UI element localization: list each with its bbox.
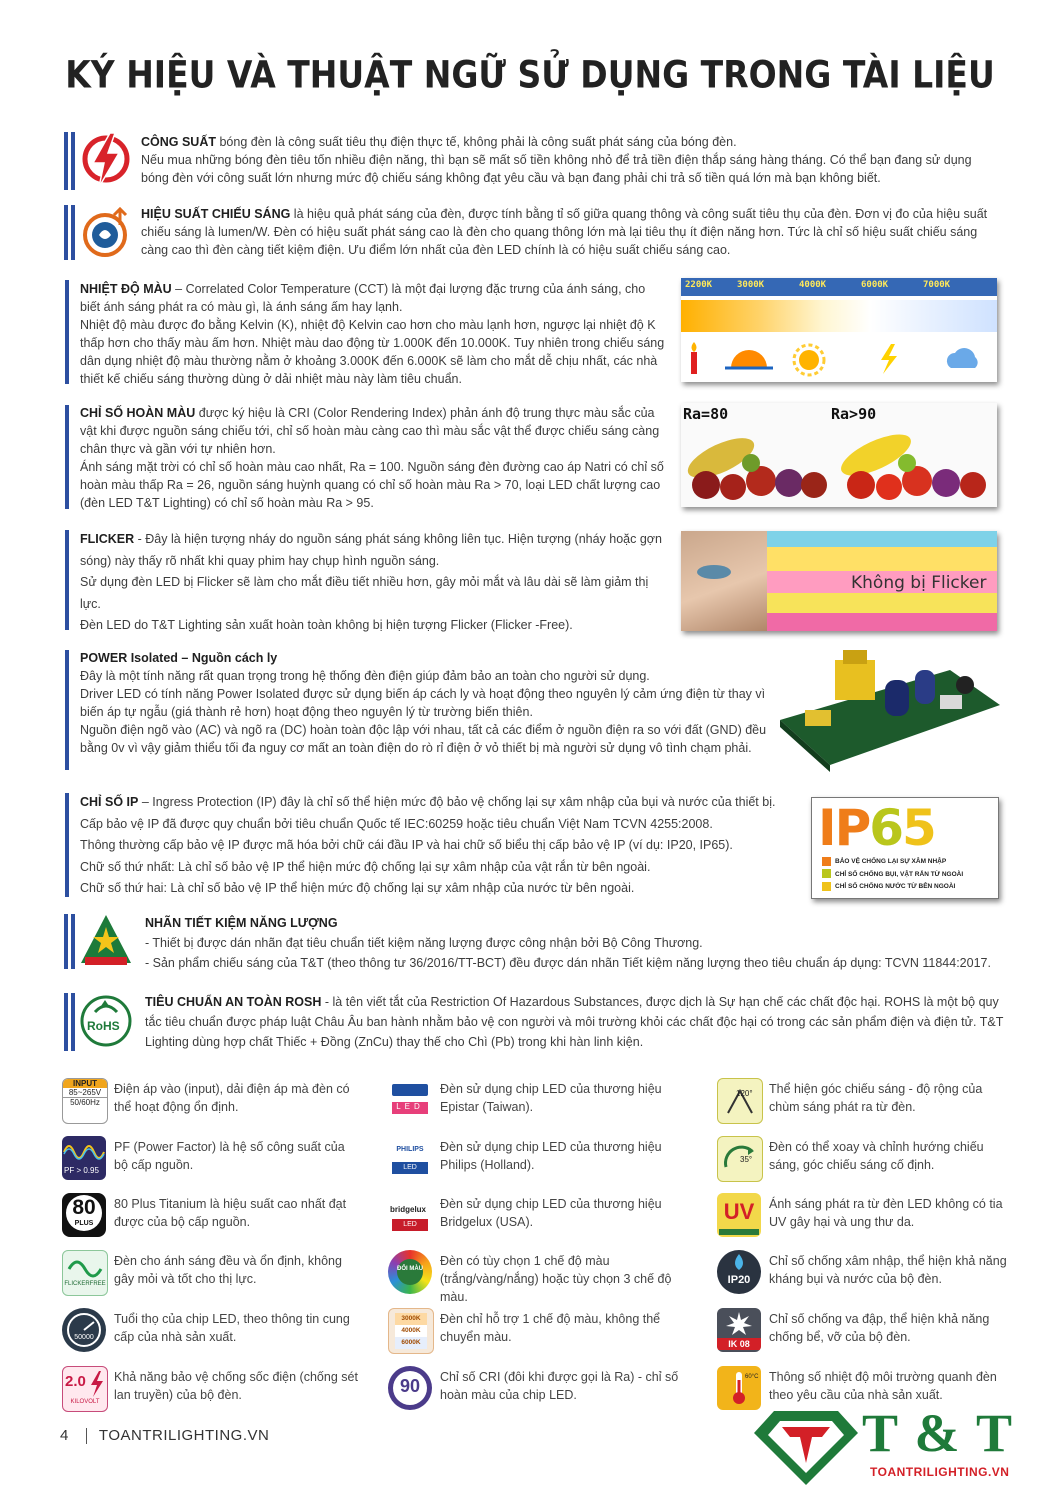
footer-website[interactable]: TOANTRILIGHTING.VN xyxy=(98,1427,270,1444)
ip65-digit-5: 5 xyxy=(902,799,935,857)
ip-line1: – Ingress Protection (IP) đây là chỉ số thể hiện mức độ bảo vệ chống lại sự xâm nhập của bụi và nước của thiết bị. xyxy=(138,795,776,809)
input-voltage-icon xyxy=(62,1078,108,1124)
flicker-free-icon-label: FLICKERFREE xyxy=(64,1281,106,1287)
power-line1: bóng đèn là công suất tiêu thụ điện thực tế, không phải là công suất phát sáng của bóng đèn. xyxy=(216,135,737,149)
ip20-icon xyxy=(717,1250,761,1294)
tt-logo-mark xyxy=(752,1405,860,1487)
legend-text: Đèn sử dụng chip LED của thương hiệu Epistar (Taiwan). xyxy=(440,1082,662,1114)
legend-item xyxy=(717,1136,1017,1186)
isolated-line1: Đây là một tính năng rất quan trọng trong hệ thống đèn điện giúp đảm bảo an toàn cho người sử dụng. xyxy=(80,669,650,683)
rotate-angle-icon xyxy=(717,1136,763,1182)
legend-item xyxy=(62,1078,362,1128)
legend-text: Thể hiện góc chiếu sáng - độ rộng của chùm sáng phát ra từ đèn. xyxy=(769,1082,983,1114)
legend-item xyxy=(62,1136,362,1186)
legend-text: Đèn cho ánh sáng đều và ổn định, không gây mỏi và tốt cho thị lực. xyxy=(114,1254,342,1286)
tt-logo-url[interactable]: TOANTRILIGHTING.VN xyxy=(870,1465,1010,1479)
section-marker xyxy=(65,793,69,897)
legend-item xyxy=(388,1078,688,1128)
legend-text: Tuổi thọ của chip LED, theo thông tin cung cấp của nhà sản xuất. xyxy=(114,1312,350,1344)
legend-item xyxy=(62,1308,362,1358)
cri90-icon xyxy=(388,1366,432,1410)
input-voltage-icon-label: INPUT xyxy=(63,1079,107,1088)
single-color-icon-4000k: 4000K xyxy=(395,1325,427,1337)
cri-fruit-image xyxy=(681,403,997,507)
isolated-line2: Driver LED có tính năng Power Isolated được sử dụng biến áp cách ly và hoạt động theo nguyên lý cảm ứng điện từ thay vì biến áp tự ngẫu (giá thành rẻ hơn) hoạt động theo nguyên lý từ trường biến thiên. xyxy=(80,687,766,719)
legend-item xyxy=(388,1193,688,1243)
flicker-term: FLICKER xyxy=(80,532,135,546)
ip-line5: Chữ số thứ hai: Là chỉ số bảo vệ IP thể hiện mức độ chống lại sự xâm nhập của nước từ bên ngoài. xyxy=(80,881,635,895)
ip-line3: Thông thường cấp bảo vệ IP được mã hóa bởi chữ cái đầu IP và hai chữ số biểu thị cấp bảo vệ IP (ví dụ: IP20, IP65). xyxy=(80,838,733,852)
ip-paragraph xyxy=(80,792,800,900)
cri-line1: được ký hiệu là CRI (Color Rendering Index) phản ánh độ trung thực màu sắc của vật khi được nguồn sáng chiếu tới, chỉ số hoàn màu càng cao thì màu sắc vật thể được chiếu sáng càng chân thực và gần với tự nhiên hơn. xyxy=(80,406,660,456)
page-number: 4 xyxy=(60,1427,69,1444)
cct-line2: Nhiệt độ màu được đo bằng Kelvin (K), nhiệt độ Kelvin cao hơn cho màu lạnh hơn, ngược lại nhiệt độ K thấp hơn cho thấy màu ấm hơn. Nhiệt màu dao động từ 1.000K đến 10.000K. Tuy nhiên trong chiếu sáng dân dụng nhiệt độ màu thường nằm ở khoảng 3.000K đến 6.000K sẽ làm cho mắt dễ chịu nhất, các nhà thiết kế chiếu sáng thường dùng ở dải nhiệt màu này làm tiêu chuẩn. xyxy=(80,318,665,386)
efficacy-paragraph xyxy=(141,205,1001,259)
legend-item xyxy=(62,1250,362,1300)
lifetime-icon xyxy=(62,1308,106,1352)
legend-item xyxy=(62,1193,362,1243)
ip65-legend-1: BẢO VỆ CHỐNG LẠI SỰ XÂM NHẬP xyxy=(835,858,947,865)
cct-scale-image xyxy=(681,278,997,382)
isolated-term: POWER Isolated – Nguồn cách ly xyxy=(80,651,278,665)
efficacy-icon xyxy=(80,203,132,261)
bridgelux-chip-icon-brand: bridgelux xyxy=(390,1205,427,1214)
section-marker xyxy=(64,993,76,1051)
temperature-icon xyxy=(717,1366,761,1410)
legend-item xyxy=(388,1250,688,1304)
isolated-line3: Nguồn điện ngõ vào (AC) và ngõ ra (DC) hoàn toàn độc lập với nhau, tất cả các điểm ở nguồn điện ra so với đất (GND) đều bằng 0v vì vậy giảm thiểu tối đa nguy cơ mất an toàn điện do rò rỉ điện ở vỏ thiết bị mà người sử dụng vô tình chạm phải. xyxy=(80,723,767,755)
legend-text: PF (Power Factor) là hệ số công suất của bộ cấp nguồn. xyxy=(114,1140,345,1172)
page-title: KÝ HIỆU VÀ THUẬT NGỮ SỬ DỤNG TRONG TÀI LIỆU xyxy=(65,52,995,97)
driver-board-image xyxy=(775,640,1005,775)
flicker-line2: Sử dụng đèn LED bị Flicker sẽ làm cho mắt điều tiết nhiều hơn, gây mỏi mắt và lâu dài sẽ làm giảm thị lực. xyxy=(80,575,649,611)
beam-angle-icon xyxy=(717,1078,763,1124)
power-icon xyxy=(79,125,133,193)
legend-text: Khả năng bảo vệ chống sốc điện (chống sét lan truyền) của bộ đèn. xyxy=(114,1370,358,1402)
rohs-term: TIÊU CHUẨN AN TOÀN ROSH xyxy=(145,995,322,1009)
rohs-text: - là tên viết tắt của Restriction Of Hazardous Substances, được dịch là Sự hạn chế các chất độc hại. ROHS là một bộ quy tắc tiêu chuẩn được pháp luật Châu Âu ban hành nhằm bảo vệ con người và môi trường khỏi các chất độc hại có trong các sản phẩm điện và điện tử. T&T Lighting dùng hợp chất Thiếc + Đồng (ZnCu) thay thế cho Chì (Pb) trong khi hàn linh kiện. xyxy=(145,995,1004,1049)
surge-protection-icon xyxy=(62,1366,108,1412)
legend-item xyxy=(717,1193,1017,1243)
no-uv-icon xyxy=(717,1193,761,1237)
efficacy-text: là hiệu quả phát sáng của đèn, được tính bằng tỉ số giữa quang thông và công suất tiêu thụ của đèn. Đơn vị đo của hiệu suất chiếu sáng là lumen/W. Đèn có hiệu suất phát sáng cao là đèn cho quang thông lớn mà lại tiêu thụ ít điện năng hơn. Tức là chỉ số hiệu suất chiếu sáng càng cao thì đèn càng tiết kiệm điện. Ưu điểm lớn nhất của đèn LED chính là có hiệu suất chiếu sáng cao. xyxy=(141,207,988,257)
energy-line1: - Thiết bị được dán nhãn đạt tiêu chuẩn tiết kiệm năng lượng được công nhận bởi Bộ Công Thương. xyxy=(145,936,703,950)
cri-label-a: Ra=80 xyxy=(683,405,729,423)
legend-text: Đèn có thể xoay và chỉnh hướng chiếu sáng, góc chiếu sáng cố định. xyxy=(769,1140,984,1172)
ik08-icon-label: IK 08 xyxy=(717,1338,761,1350)
input-voltage-icon-freq: 50/60Hz xyxy=(70,1098,100,1107)
ip-term: CHỈ SỐ IP xyxy=(80,795,139,809)
power-factor-icon-label: PF > 0.95 xyxy=(64,1166,99,1175)
legend-text: 80 Plus Titanium là hiệu suất cao nhất đạt được của bộ cấp nguồn. xyxy=(114,1197,347,1229)
cct-label-2: 3000K xyxy=(737,280,765,290)
surge-protection-icon-value: 2.0 xyxy=(65,1373,86,1390)
color-mode-icon xyxy=(388,1250,432,1294)
power-paragraph xyxy=(141,133,1001,187)
cct-label-4: 6000K xyxy=(861,280,889,290)
cct-line1: – Correlated Color Temperature (CCT) là một đại lượng đặc trưng của ánh sáng, cho biết ánh sáng phát ra có màu gì, là ánh sáng ấm hay lạnh. xyxy=(80,282,646,314)
section-marker xyxy=(65,280,69,384)
single-color-icon-3000k: 3000K xyxy=(395,1313,427,1325)
flicker-image-label: Không bị Flicker xyxy=(851,573,987,593)
cri-paragraph xyxy=(80,404,665,512)
flicker-line3: Đèn LED do T&T Lighting sản xuất hoàn toàn không bị hiện tượng Flicker (Flicker -Free). xyxy=(80,618,573,632)
epistar-chip-icon-label: LED xyxy=(392,1102,428,1114)
temperature-icon-value: 60°C xyxy=(745,1374,759,1380)
color-mode-icon-label: ĐỔI MÀU xyxy=(397,1266,423,1272)
section-marker xyxy=(64,914,76,969)
flicker-paragraph xyxy=(80,529,665,637)
cri-line2: Ánh sáng mặt trời có chỉ số hoàn màu cao nhất, Ra = 100. Nguồn sáng đèn đường cao áp Natri có chỉ số hoàn màu thấp Ra = 26, nguồn sáng huỳnh quang có chỉ số hoàn màu Ra > 70, loại LED chất lượng cao (đèn LED T&T Lighting) có chỉ số hoàn màu Ra > 95. xyxy=(80,460,664,510)
flicker-line1: - Đây là hiện tượng nháy do nguồn sáng phát sáng không liên tục. Hiện tượng (nháy hoặc gợn sóng) này thấy rõ nhất khi quay phim hay chụp hình nguồn sáng. xyxy=(80,532,662,568)
surge-protection-icon-unit: KILOVOLT xyxy=(70,1399,100,1405)
ip-line4: Chữ số thứ nhất: Là chỉ số bảo vệ IP thể hiện mức độ chống lại sự xâm nhập của vật rắn từ bên ngoài. xyxy=(80,859,651,874)
legend-text: Đèn sử dụng chip LED của thương hiệu Philips (Holland). xyxy=(440,1140,662,1172)
philips-chip-icon-brand: PHILIPS xyxy=(396,1146,424,1153)
section-marker xyxy=(65,405,69,509)
bridgelux-chip-icon xyxy=(388,1193,432,1237)
legend-text: Chỉ số CRI (đôi khi được gọi là Ra) - chỉ số hoàn màu của chip LED. xyxy=(440,1370,679,1402)
power-factor-icon xyxy=(62,1136,106,1180)
legend-text: Thông số nhiệt độ môi trường quanh đèn theo yêu cầu của nhà sản xuất. xyxy=(769,1370,997,1402)
legend-text: Đèn có tùy chọn 1 chế độ màu (trắng/vàng/nắng) hoặc tùy chọn 3 chế độ màu. xyxy=(440,1254,672,1304)
cri90-icon-value: 90 xyxy=(399,1376,421,1396)
ip20-icon-label: IP20 xyxy=(727,1274,751,1286)
power-rest: Nếu mua những bóng đèn tiêu tốn nhiều điện năng, thì bạn sẽ mất số tiền không nhỏ để trả tiền điện thắp sáng hàng tháng. Có thể bạn đang sử dụng bóng đèn với công suất lớn nhưng mức độ chiếu sáng không đạt yêu cầu và bạn đang phải chi trả số tiền quá lớn mà bạn không biết. xyxy=(141,153,972,185)
single-color-icon-6000k: 6000K xyxy=(395,1337,427,1349)
cct-paragraph xyxy=(80,280,665,388)
legend-text: Ánh sáng phát ra từ đèn LED không có tia UV gây hại và ung thư da. xyxy=(769,1197,1003,1229)
80plus-icon-number: 80 xyxy=(72,1196,96,1219)
legend-item xyxy=(717,1250,1017,1300)
legend-item xyxy=(388,1366,688,1416)
epistar-chip-icon xyxy=(388,1078,432,1122)
footer xyxy=(60,1427,269,1444)
no-uv-icon-label: UV xyxy=(723,1199,755,1224)
80plus-icon-label: PLUS xyxy=(74,1220,94,1227)
cct-term: NHIỆT ĐỘ MÀU xyxy=(80,282,172,296)
rotate-angle-icon-value: 35° xyxy=(740,1155,753,1164)
legend-item xyxy=(388,1308,688,1358)
single-color-icon xyxy=(388,1308,434,1354)
cri-term: CHỈ SỐ HOÀN MÀU xyxy=(80,406,196,420)
legend-item xyxy=(717,1078,1017,1128)
lifetime-icon-label: 50000 xyxy=(74,1334,94,1341)
cri-label-b: Ra>90 xyxy=(831,405,877,423)
input-voltage-icon-range: 85~265V xyxy=(63,1088,107,1098)
rohs-paragraph xyxy=(145,992,1005,1052)
efficacy-term: HIỆU SUẤT CHIẾU SÁNG xyxy=(141,207,291,221)
flicker-image xyxy=(681,531,997,631)
flicker-free-icon xyxy=(62,1250,108,1296)
energy-paragraph xyxy=(145,913,1005,973)
legend-item xyxy=(62,1366,362,1416)
energy-label-icon xyxy=(79,913,133,969)
ip65-letters: IP xyxy=(818,799,870,857)
energy-line2: - Sản phẩm chiếu sáng của T&T (theo thông tư 36/2016/TT-BCT) đều được dán nhãn Tiết kiệm năng lượng theo tiêu chuẩn áp dụng: TCVN 11844:2017. xyxy=(145,956,991,970)
beam-angle-icon-value: 120° xyxy=(736,1089,753,1098)
cct-label-5: 7000K xyxy=(923,280,951,290)
cct-label-1: 2200K xyxy=(685,280,713,290)
legend-item xyxy=(717,1308,1017,1358)
ip65-digit-6: 6 xyxy=(869,799,903,857)
80plus-icon xyxy=(62,1193,106,1237)
power-term: CÔNG SUẤT xyxy=(141,135,216,149)
section-marker xyxy=(65,530,69,630)
ip65-legend-3: CHỈ SỐ CHỐNG NƯỚC TỪ BÊN NGOÀI xyxy=(835,883,956,890)
section-marker xyxy=(64,132,76,190)
cct-symbols xyxy=(681,338,997,382)
bridgelux-chip-icon-label: LED xyxy=(392,1219,428,1231)
legend-text: Chỉ số chống xâm nhập, thể hiện khả năng kháng bụi và nước của bộ đèn. xyxy=(769,1254,1007,1286)
energy-term: NHÃN TIẾT KIỆM NĂNG LƯỢNG xyxy=(145,916,338,930)
legend-text: Điện áp vào (input), dải điện áp mà đèn có thể hoạt động ổn định. xyxy=(114,1082,350,1114)
legend-text: Đèn chỉ hỗ trợ 1 chế độ màu, không thể chuyển màu. xyxy=(440,1312,661,1344)
section-marker xyxy=(64,205,76,260)
ip65-badge xyxy=(811,797,999,899)
ik08-icon xyxy=(717,1308,761,1352)
ip-line2: Cấp bảo vệ IP đã được quy chuẩn bởi tiêu chuẩn Quốc tế IEC:60259 hoặc tiêu chuẩn Việt Nam TCVN 4255:2008. xyxy=(80,816,713,831)
legend-text: Đèn sử dụng chip LED của thương hiệu Bridgelux (USA). xyxy=(440,1197,662,1229)
ip65-legend-2: CHỈ SỐ CHỐNG BỤI, VẬT RẮN TỪ NGOÀI xyxy=(835,870,964,878)
cct-label-3: 4000K xyxy=(799,280,827,290)
philips-chip-icon xyxy=(388,1136,432,1180)
section-marker xyxy=(65,650,69,770)
philips-chip-icon-label: LED xyxy=(392,1162,428,1174)
isolated-paragraph xyxy=(80,649,770,757)
legend-text: Chỉ số chống va đập, thể hiện khả năng chống bể, vỡ của bộ đèn. xyxy=(769,1312,990,1344)
tt-logo-text: T & T xyxy=(862,1403,1015,1463)
legend-item xyxy=(388,1136,688,1186)
rohs-icon-text: RoHS xyxy=(87,1019,120,1033)
fruit-basket-illustration xyxy=(681,423,997,507)
